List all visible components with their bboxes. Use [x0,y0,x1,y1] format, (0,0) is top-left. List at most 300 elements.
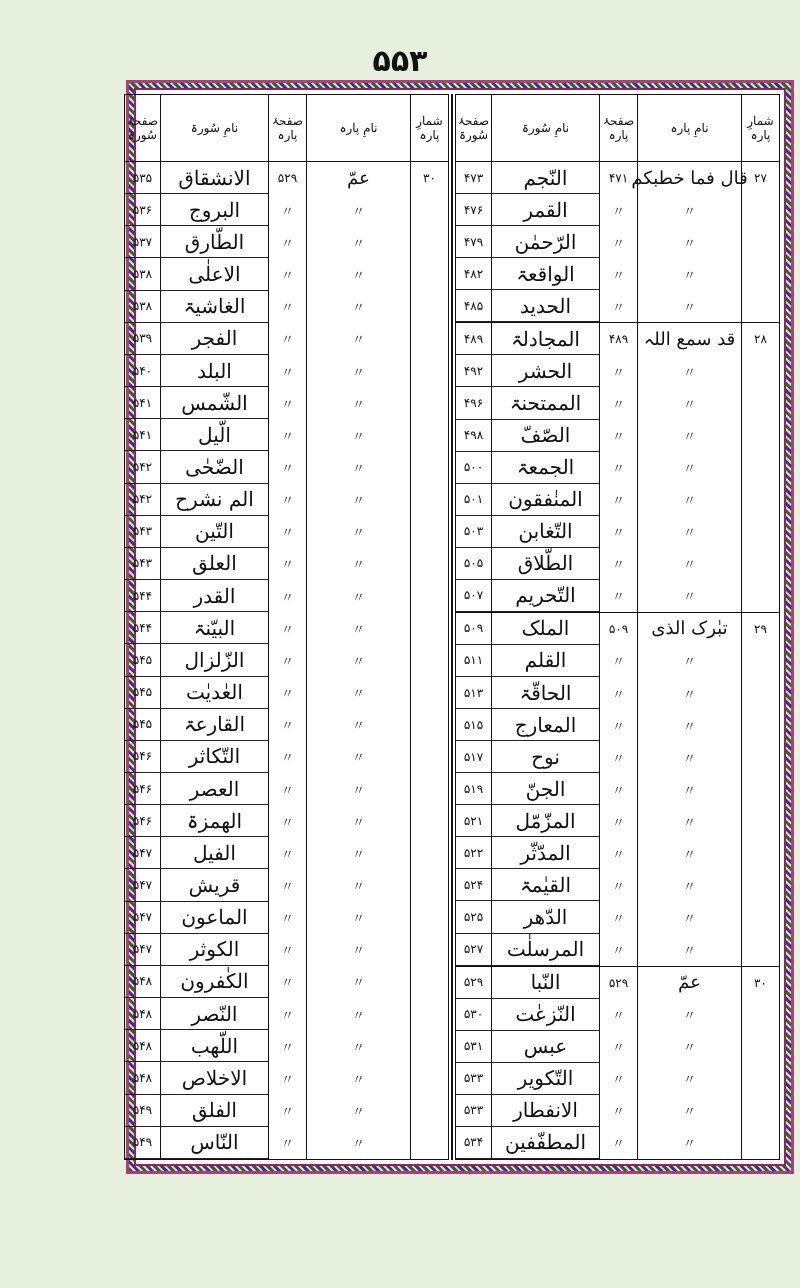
para-name-cell: 〃 [306,1095,410,1127]
para-number-cell [410,998,448,1030]
para-page-cell: 〃 [599,1095,637,1127]
para-number-cell [741,709,779,741]
para-name-cell: 〃 [306,516,410,548]
para-number-cell [741,290,779,322]
surah-name-cell: الغاشیۃ [160,291,268,323]
para-number-cell [741,741,779,773]
para-page-cell: 〃 [599,677,637,709]
para-page-cell: 〃 [268,194,306,226]
para-number-cell [410,1030,448,1062]
para-name-cell: 〃 [306,387,410,419]
para-name-cell: 〃 [637,1095,741,1127]
table-row [125,869,448,901]
surah-name-cell: الضّحٰی [160,451,268,483]
table-row [456,322,779,355]
surah-name-cell: النّزعٰت [491,999,599,1031]
para-number-cell [410,580,448,612]
para-name-cell: 〃 [637,677,741,709]
para-page-cell: 〃 [599,805,637,837]
surah-name-cell: التّکویر [491,1063,599,1095]
para-name-cell: 〃 [637,226,741,258]
surah-page-cell: ۵۴۵ [125,677,160,709]
para-name-cell: 〃 [637,258,741,290]
para-number-cell [741,869,779,901]
para-number-cell [741,934,779,966]
surah-page-cell: ۵۴۷ [125,869,160,901]
para-page-cell: 〃 [268,419,306,451]
surah-page-cell: ۵۲۷ [456,934,491,966]
para-page-cell: 〃 [599,420,637,452]
surah-name-cell: التّغابن [491,516,599,548]
table-row [125,837,448,869]
table-row [456,934,779,966]
para-name-cell: 〃 [306,934,410,966]
header-surah-page: صفحۂ سُورۃ [457,114,490,142]
surah-page-cell: ۵۲۹ [456,967,491,999]
para-number-cell [410,741,448,773]
surah-name-cell: الواقعۃ [491,258,599,290]
table-row [456,162,779,194]
para-number-cell [741,226,779,258]
para-page-cell: 〃 [268,773,306,805]
para-number-cell [410,805,448,837]
para-page-cell: 〃 [268,1095,306,1127]
para-name-cell: 〃 [306,837,410,869]
para-number-cell [410,869,448,901]
surah-name-cell: الانفطار [491,1095,599,1127]
para-number-cell: ۳۰ [410,162,448,194]
surah-page-cell: ۵۴۸ [125,966,160,998]
surah-page-cell: ۵۴۱ [125,387,160,419]
surah-name-cell: العلق [160,548,268,580]
table-row [125,258,448,290]
para-name-cell: 〃 [637,934,741,966]
table-row [125,194,448,226]
surah-page-cell: ۵۰۰ [456,452,491,484]
para-name-cell: 〃 [306,773,410,805]
surah-page-cell: ۵۳۵ [125,162,160,194]
para-page-cell: 〃 [268,998,306,1030]
header-para-page: صفحۂ پارہ [268,95,306,161]
para-page-cell: 〃 [268,837,306,869]
header-surah-name: نامِ سُورۃ [491,95,599,161]
para-page-cell: 〃 [268,966,306,998]
para-number-cell [410,451,448,483]
surah-page-cell: ۵۳۴ [456,1127,491,1159]
para-number-cell: ۲۷ [741,162,779,194]
table-row [125,612,448,644]
surah-name-cell: المطفّفین [491,1127,599,1159]
surah-page-cell: ۵۴۲ [125,484,160,516]
surah-name-cell: الجمعۃ [491,452,599,484]
surah-page-cell: ۵۴۶ [125,805,160,837]
surah-page-cell: ۵۴۸ [125,1030,160,1062]
header-para-number: شمارِ پارہ [410,95,448,161]
table-row [456,194,779,226]
para-number-cell [410,1062,448,1094]
table-row [125,580,448,612]
surah-name-cell: الزّلزال [160,644,268,676]
table-header [125,95,448,162]
para-name-cell: 〃 [637,580,741,612]
table-row [456,709,779,741]
para-page-cell: 〃 [599,837,637,869]
para-name-cell: 〃 [306,355,410,387]
table-row [456,837,779,869]
table-row [456,580,779,612]
para-name-cell: 〃 [637,837,741,869]
para-number-cell [410,226,448,258]
ornamental-border [126,80,794,1174]
surah-page-cell: ۵۳۳ [456,1063,491,1095]
table-row [456,420,779,452]
para-page-cell: 〃 [599,741,637,773]
para-page-cell: 〃 [268,355,306,387]
para-number-cell [741,999,779,1031]
para-page-cell: 〃 [599,452,637,484]
para-name-cell: 〃 [306,451,410,483]
para-name-cell: 〃 [306,966,410,998]
surah-name-cell: الھمزۃ [160,805,268,837]
table-row [125,291,448,323]
para-name-cell: 〃 [637,645,741,677]
para-number-cell [741,516,779,548]
para-number-cell [741,645,779,677]
surah-name-cell: الصّفّ [491,420,599,452]
para-name-cell: 〃 [306,902,410,934]
para-page-cell: 〃 [599,387,637,419]
table-row [125,805,448,837]
table-row [125,966,448,998]
para-name-cell: 〃 [637,420,741,452]
surah-page-cell: ۵۰۳ [456,516,491,548]
para-number-cell [410,773,448,805]
header-surah-name: نامِ سُورۃ [160,95,268,161]
para-name-cell: 〃 [637,194,741,226]
para-page-cell: 〃 [268,902,306,934]
surah-page-cell: ۵۲۱ [456,805,491,837]
para-name-cell: 〃 [306,1127,410,1159]
surah-page-cell: ۵۴۸ [125,998,160,1030]
surah-name-cell: المزّمّل [491,805,599,837]
para-page-cell: 〃 [599,709,637,741]
para-name-cell: 〃 [637,901,741,933]
para-page-cell: 〃 [599,901,637,933]
para-number-cell [410,1095,448,1127]
para-number-cell [741,355,779,387]
surah-name-cell: النّاس [160,1127,268,1159]
surah-name-cell: عبس [491,1031,599,1063]
table-body [456,162,779,1159]
para-page-cell: 〃 [268,387,306,419]
table-row [456,773,779,805]
para-name-cell: 〃 [306,644,410,676]
surah-page-cell: ۵۴۹ [125,1127,160,1159]
surah-page-cell: ۴۸۵ [456,290,491,322]
para-name-cell: 〃 [637,741,741,773]
para-name-cell: 〃 [306,258,410,290]
para-page-cell: 〃 [268,741,306,773]
para-number-cell [741,548,779,580]
surah-name-cell: الانشقاق [160,162,268,194]
para-name-cell: عمّ [306,162,410,194]
para-name-cell: 〃 [306,1030,410,1062]
table-row [125,387,448,419]
table-row [456,1127,779,1159]
para-number-cell [410,484,448,516]
table-row [456,452,779,484]
para-page-cell: ۵۲۹ [599,967,637,999]
para-page-cell: ۴۷۱ [599,162,637,194]
table-row [456,612,779,645]
surah-name-cell: المنٰفقون [491,484,599,516]
para-page-cell: 〃 [268,258,306,290]
para-number-cell [741,484,779,516]
surah-page-cell: ۴۷۳ [456,162,491,194]
surah-page-cell: ۴۷۹ [456,226,491,258]
para-page-cell: 〃 [599,580,637,612]
para-number-cell [410,548,448,580]
surah-name-cell: الکوثر [160,934,268,966]
surah-name-cell: نوح [491,741,599,773]
table-row [125,677,448,709]
table-row [456,387,779,419]
surah-name-cell: المجادلۃ [491,323,599,355]
surah-page-cell: ۵۲۲ [456,837,491,869]
para-name-cell: 〃 [637,548,741,580]
para-name-cell: 〃 [637,452,741,484]
para-page-cell: 〃 [599,773,637,805]
para-page-cell: 〃 [599,290,637,322]
para-number-cell [741,580,779,612]
surah-page-cell: ۵۰۹ [456,613,491,645]
para-name-cell: 〃 [637,869,741,901]
table-row [125,516,448,548]
para-number-cell [410,516,448,548]
para-name-cell: 〃 [637,1031,741,1063]
surah-name-cell: القدر [160,580,268,612]
para-name-cell: 〃 [637,709,741,741]
surah-name-cell: الممتحنۃ [491,387,599,419]
surah-page-cell: ۵۱۱ [456,645,491,677]
surah-name-cell: القلم [491,645,599,677]
para-page-cell: 〃 [268,291,306,323]
table-body [125,162,448,1159]
para-number-cell [741,1031,779,1063]
surah-name-cell: الملک [491,613,599,645]
surah-page-cell: ۵۴۳ [125,548,160,580]
table-row [456,741,779,773]
header-surah-page: صفحۂ سُورۃ [126,114,158,142]
para-page-cell: 〃 [268,323,306,355]
surah-name-cell: اللّھب [160,1030,268,1062]
surah-page-cell: ۵۴۷ [125,837,160,869]
para-page-cell: 〃 [599,226,637,258]
surah-page-cell: ۵۲۴ [456,869,491,901]
para-page-cell: 〃 [599,548,637,580]
para-number-cell: ۳۰ [741,967,779,999]
surah-page-cell: ۵۴۳ [125,516,160,548]
surah-page-cell: ۵۴۸ [125,1062,160,1094]
surah-page-cell: ۴۹۶ [456,387,491,419]
surah-name-cell: الطّارق [160,226,268,258]
surah-page-cell: ۴۹۸ [456,420,491,452]
para-name-cell: 〃 [306,323,410,355]
surah-name-cell: الفیل [160,837,268,869]
surah-page-cell: ۵۴۷ [125,934,160,966]
surah-name-cell: الاخلاص [160,1062,268,1094]
para-number-cell [410,291,448,323]
para-page-cell: 〃 [268,644,306,676]
surah-name-cell: القمر [491,194,599,226]
para-number-cell: ۲۸ [741,323,779,355]
table-row [125,548,448,580]
para-name-cell: 〃 [306,998,410,1030]
table-row [125,419,448,451]
para-name-cell: 〃 [306,709,410,741]
para-number-cell [410,258,448,290]
surah-page-cell: ۵۳۸ [125,291,160,323]
surah-page-cell: ۵۴۱ [125,419,160,451]
surah-page-cell: ۵۳۷ [125,226,160,258]
para-name-cell: 〃 [637,516,741,548]
para-number-cell [410,323,448,355]
surah-page-cell: ۵۴۶ [125,773,160,805]
surah-page-cell: ۵۱۷ [456,741,491,773]
para-page-cell: ۵۲۹ [268,162,306,194]
surah-page-cell: ۵۴۹ [125,1095,160,1127]
para-page-cell: ۴۸۹ [599,323,637,355]
surah-name-cell: الماعون [160,902,268,934]
para-number-cell [410,355,448,387]
page-number: ۵۵۳ [372,44,428,79]
surah-name-cell: الطّلاق [491,548,599,580]
para-name-cell: تبٰرک الذی [637,613,741,645]
surah-page-cell: ۵۳۳ [456,1095,491,1127]
surah-page-cell: ۴۷۶ [456,194,491,226]
para-number-cell [410,1127,448,1159]
surah-page-cell: ۵۴۶ [125,741,160,773]
table-row [456,355,779,387]
surah-name-cell: الحاقّۃ [491,677,599,709]
surah-page-cell: ۵۱۹ [456,773,491,805]
para-number-cell [410,677,448,709]
table-row [456,645,779,677]
para-name-cell: 〃 [306,226,410,258]
surah-page-cell: ۴۸۲ [456,258,491,290]
surah-name-cell: المرسلٰت [491,934,599,966]
para-number-cell [741,258,779,290]
table-row [456,901,779,933]
para-name-cell: 〃 [637,773,741,805]
surah-name-cell: النّصر [160,998,268,1030]
surah-name-cell: الفلق [160,1095,268,1127]
surah-page-cell: ۴۸۹ [456,323,491,355]
table-row [456,805,779,837]
para-number-cell [410,387,448,419]
table-row [456,258,779,290]
para-name-cell: 〃 [306,194,410,226]
para-number-cell [741,805,779,837]
table-row [125,451,448,483]
surah-page-cell: ۵۴۵ [125,644,160,676]
table-row [456,1063,779,1095]
index-content [126,90,784,1164]
para-page-cell: ۵۰۹ [599,613,637,645]
table-row [125,644,448,676]
para-number-cell [741,677,779,709]
table-row [125,1127,448,1159]
para-page-cell: 〃 [268,805,306,837]
surah-name-cell: التّکاثر [160,741,268,773]
para-page-cell: 〃 [599,355,637,387]
table-row [125,1030,448,1062]
para-number-cell [410,612,448,644]
table-row [125,1095,448,1127]
surah-name-cell: الکٰفرون [160,966,268,998]
table-row [125,741,448,773]
table-row [456,999,779,1031]
surah-page-cell: ۵۴۵ [125,709,160,741]
para-page-cell: 〃 [268,516,306,548]
para-name-cell: 〃 [637,290,741,322]
header-para-name: نامِ پارہ [306,95,410,161]
para-number-cell [410,934,448,966]
surah-page-cell: ۵۳۰ [456,999,491,1031]
surah-name-cell: المعارج [491,709,599,741]
para-number-cell [741,837,779,869]
para-page-cell: 〃 [268,1127,306,1159]
para-number-cell [410,902,448,934]
para-page-cell: 〃 [268,709,306,741]
surah-page-cell: ۴۹۲ [456,355,491,387]
para-number-cell [741,420,779,452]
surah-name-cell: الجنّ [491,773,599,805]
para-name-cell: عمّ [637,967,741,999]
para-number-cell [410,837,448,869]
surah-page-cell: ۵۴۴ [125,580,160,612]
header-para-number: شمارِ پارہ [741,95,779,161]
para-name-cell: 〃 [637,1127,741,1159]
surah-name-cell: الحدید [491,290,599,322]
para-name-cell: 〃 [306,291,410,323]
surah-name-cell: المدّثّر [491,837,599,869]
surah-name-cell: العصر [160,773,268,805]
para-page-cell: 〃 [599,645,637,677]
surah-page-cell: ۵۴۴ [125,612,160,644]
column-divider [451,94,453,1160]
para-name-cell: قال فما خطبکم [637,162,741,194]
para-name-cell: 〃 [637,484,741,516]
para-number-cell [741,194,779,226]
para-number-cell [410,709,448,741]
para-page-cell: 〃 [268,934,306,966]
para-number-cell [741,773,779,805]
table-row [125,902,448,934]
table-row [456,869,779,901]
surah-name-cell: الحشر [491,355,599,387]
surah-name-cell: التّحریم [491,580,599,612]
para-name-cell: 〃 [637,1063,741,1095]
para-page-cell: 〃 [268,677,306,709]
para-number-cell [741,1127,779,1159]
surah-page-cell: ۵۰۵ [456,548,491,580]
surah-page-cell: ۵۰۷ [456,580,491,612]
header-para-name: نامِ پارہ [637,95,741,161]
para-number-cell [410,966,448,998]
para-page-cell: 〃 [268,1030,306,1062]
table-row [125,355,448,387]
